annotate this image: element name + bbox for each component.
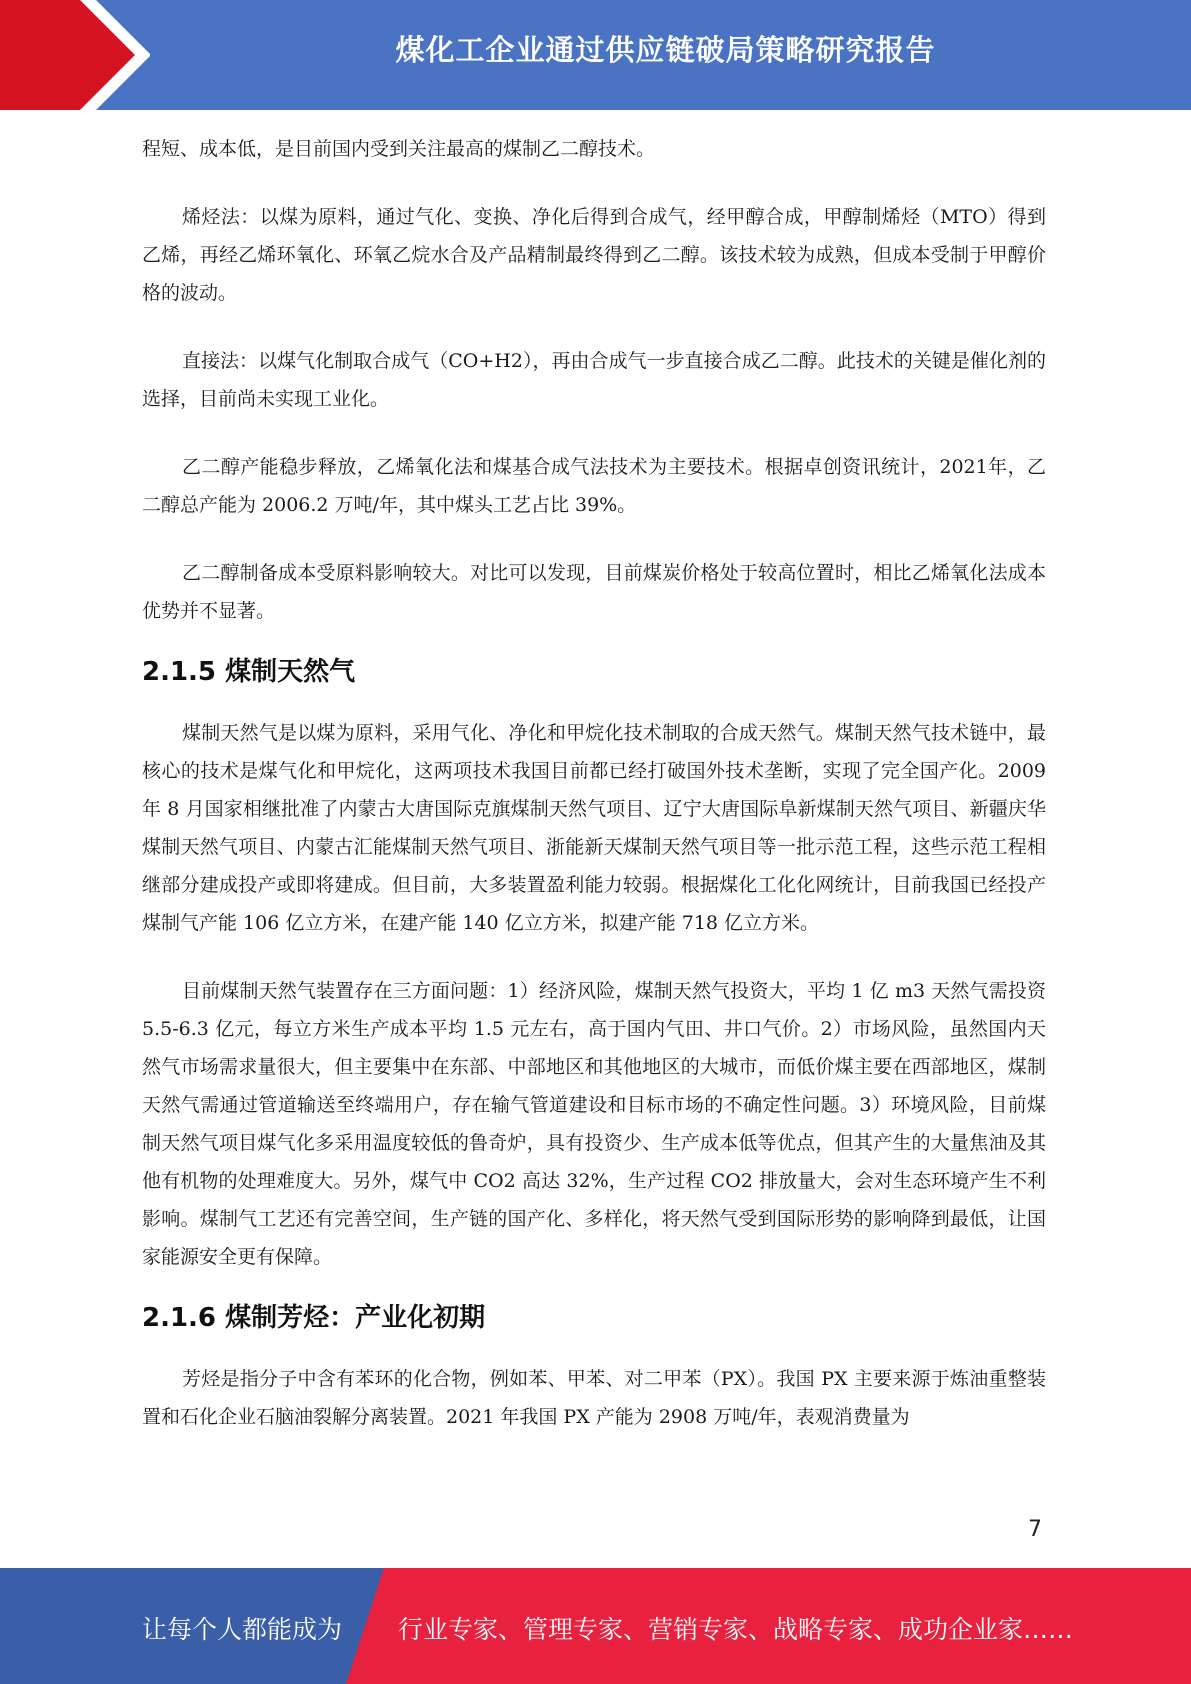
footer-slogan-right: 行业专家、管理专家、营销专家、战略专家、成功企业家…… [398,1615,1074,1644]
paragraph: 程短、成本低，是目前国内受到关注最高的煤制乙二醇技术。 [142,138,656,160]
paragraph: 乙二醇制备成本受原料影响较大。对比可以发现，目前煤炭价格处于较高位置时，相比乙烯氧化法成本优势并不显著。 [142,562,1046,622]
header-arrow-decoration [0,0,150,110]
page-number: 7 [1028,1517,1042,1542]
paragraph: 烯烃法：以煤为原料，通过气化、变换、净化后得到合成气，经甲醇合成，甲醇制烯烃（MTO）得到乙烯，再经乙烯环氧化、环氧乙烷水合及产品精制最终得到乙二醇。该技术较为成熟，但成本受制于甲醇价格的波动。 [142,206,1046,304]
paragraph: 煤制天然气是以煤为原料，采用气化、净化和甲烷化技术制取的合成天然气。煤制天然气技术链中，最核心的技术是煤气化和甲烷化，这两项技术我国目前都已经打破国外技术垄断，实现了完全国产化。2009 年 8 月国家相继批准了内蒙古大唐国际克旗煤制天然气项目、辽宁大唐国际阜新煤制天然气项目、新疆庆华煤制天然气项目、内蒙古汇能煤制天然气项目、浙能新天煤制天然气项目等一批示范工程，这些示范工程相继部分建成投产或即将建成。但目前，大多装置盈利能力较弱。根据煤化工化化网统计，目前我国已经投产煤制气产能 106 亿立方米，在建产能 140 亿立方米，拟建产能 718 亿立方米。 [142,722,1046,934]
section-heading: 2.1.5 煤制天然气 [142,657,356,687]
paragraph: 乙二醇产能稳步释放，乙烯氧化法和煤基合成气法技术为主要技术。根据卓创资讯统计，2021年，乙二醇总产能为 2006.2 万吨/年，其中煤头工艺占比 39%。 [142,456,1046,516]
page-footer [0,1568,1191,1684]
section-heading: 2.1.6 煤制芳烃：产业化初期 [142,1303,486,1333]
page-header [0,0,1191,110]
paragraph: 目前煤制天然气装置存在三方面问题：1）经济风险，煤制天然气投资大，平均 1 亿 m3 天然气需投资 5.5-6.3 亿元，每立方米生产成本平均 1.5 元左右，高于国内气田、井口气价。2）市场风险，虽然国内天然气市场需求量很大，但主要集中在东部、中部地区和其他地区的大城市，而低价煤主要在西部地区，煤制天然气需通过管道输送至终端用户，存在输气管道建设和目标市场的不确定性问题。3）环境风险，目前煤制天然气项目煤气化多采用温度较低的鲁奇炉，具有投资少、生产成本低等优点，但其产生的大量焦油及其他有机物的处理难度大。另外，煤气中 CO2 高达 32%，生产过程 CO2 排放量大，会对生态环境产生不利影响。煤制气工艺还有完善空间，生产链的国产化、多样化，将天然气受到国际形势的影响降到最低，让国家能源安全更有保障。 [142,980,1046,1268]
document-body [142,130,1046,1436]
footer-slogan-left: 让每个人都能成为 [142,1615,343,1644]
report-title: 煤化工企业通过供应链破局策略研究报告 [395,33,936,67]
paragraph: 芳烃是指分子中含有苯环的化合物，例如苯、甲苯、对二甲苯（PX）。我国 PX 主要来源于炼油重整装置和石化企业石脑油裂解分离装置。2021 年我国 PX 产能为 2908 万吨/年，表观消费量为 [142,1368,1046,1428]
paragraph: 直接法：以煤气化制取合成气（CO+H2），再由合成气一步直接合成乙二醇。此技术的关键是催化剂的选择，目前尚未实现工业化。 [142,350,1046,410]
